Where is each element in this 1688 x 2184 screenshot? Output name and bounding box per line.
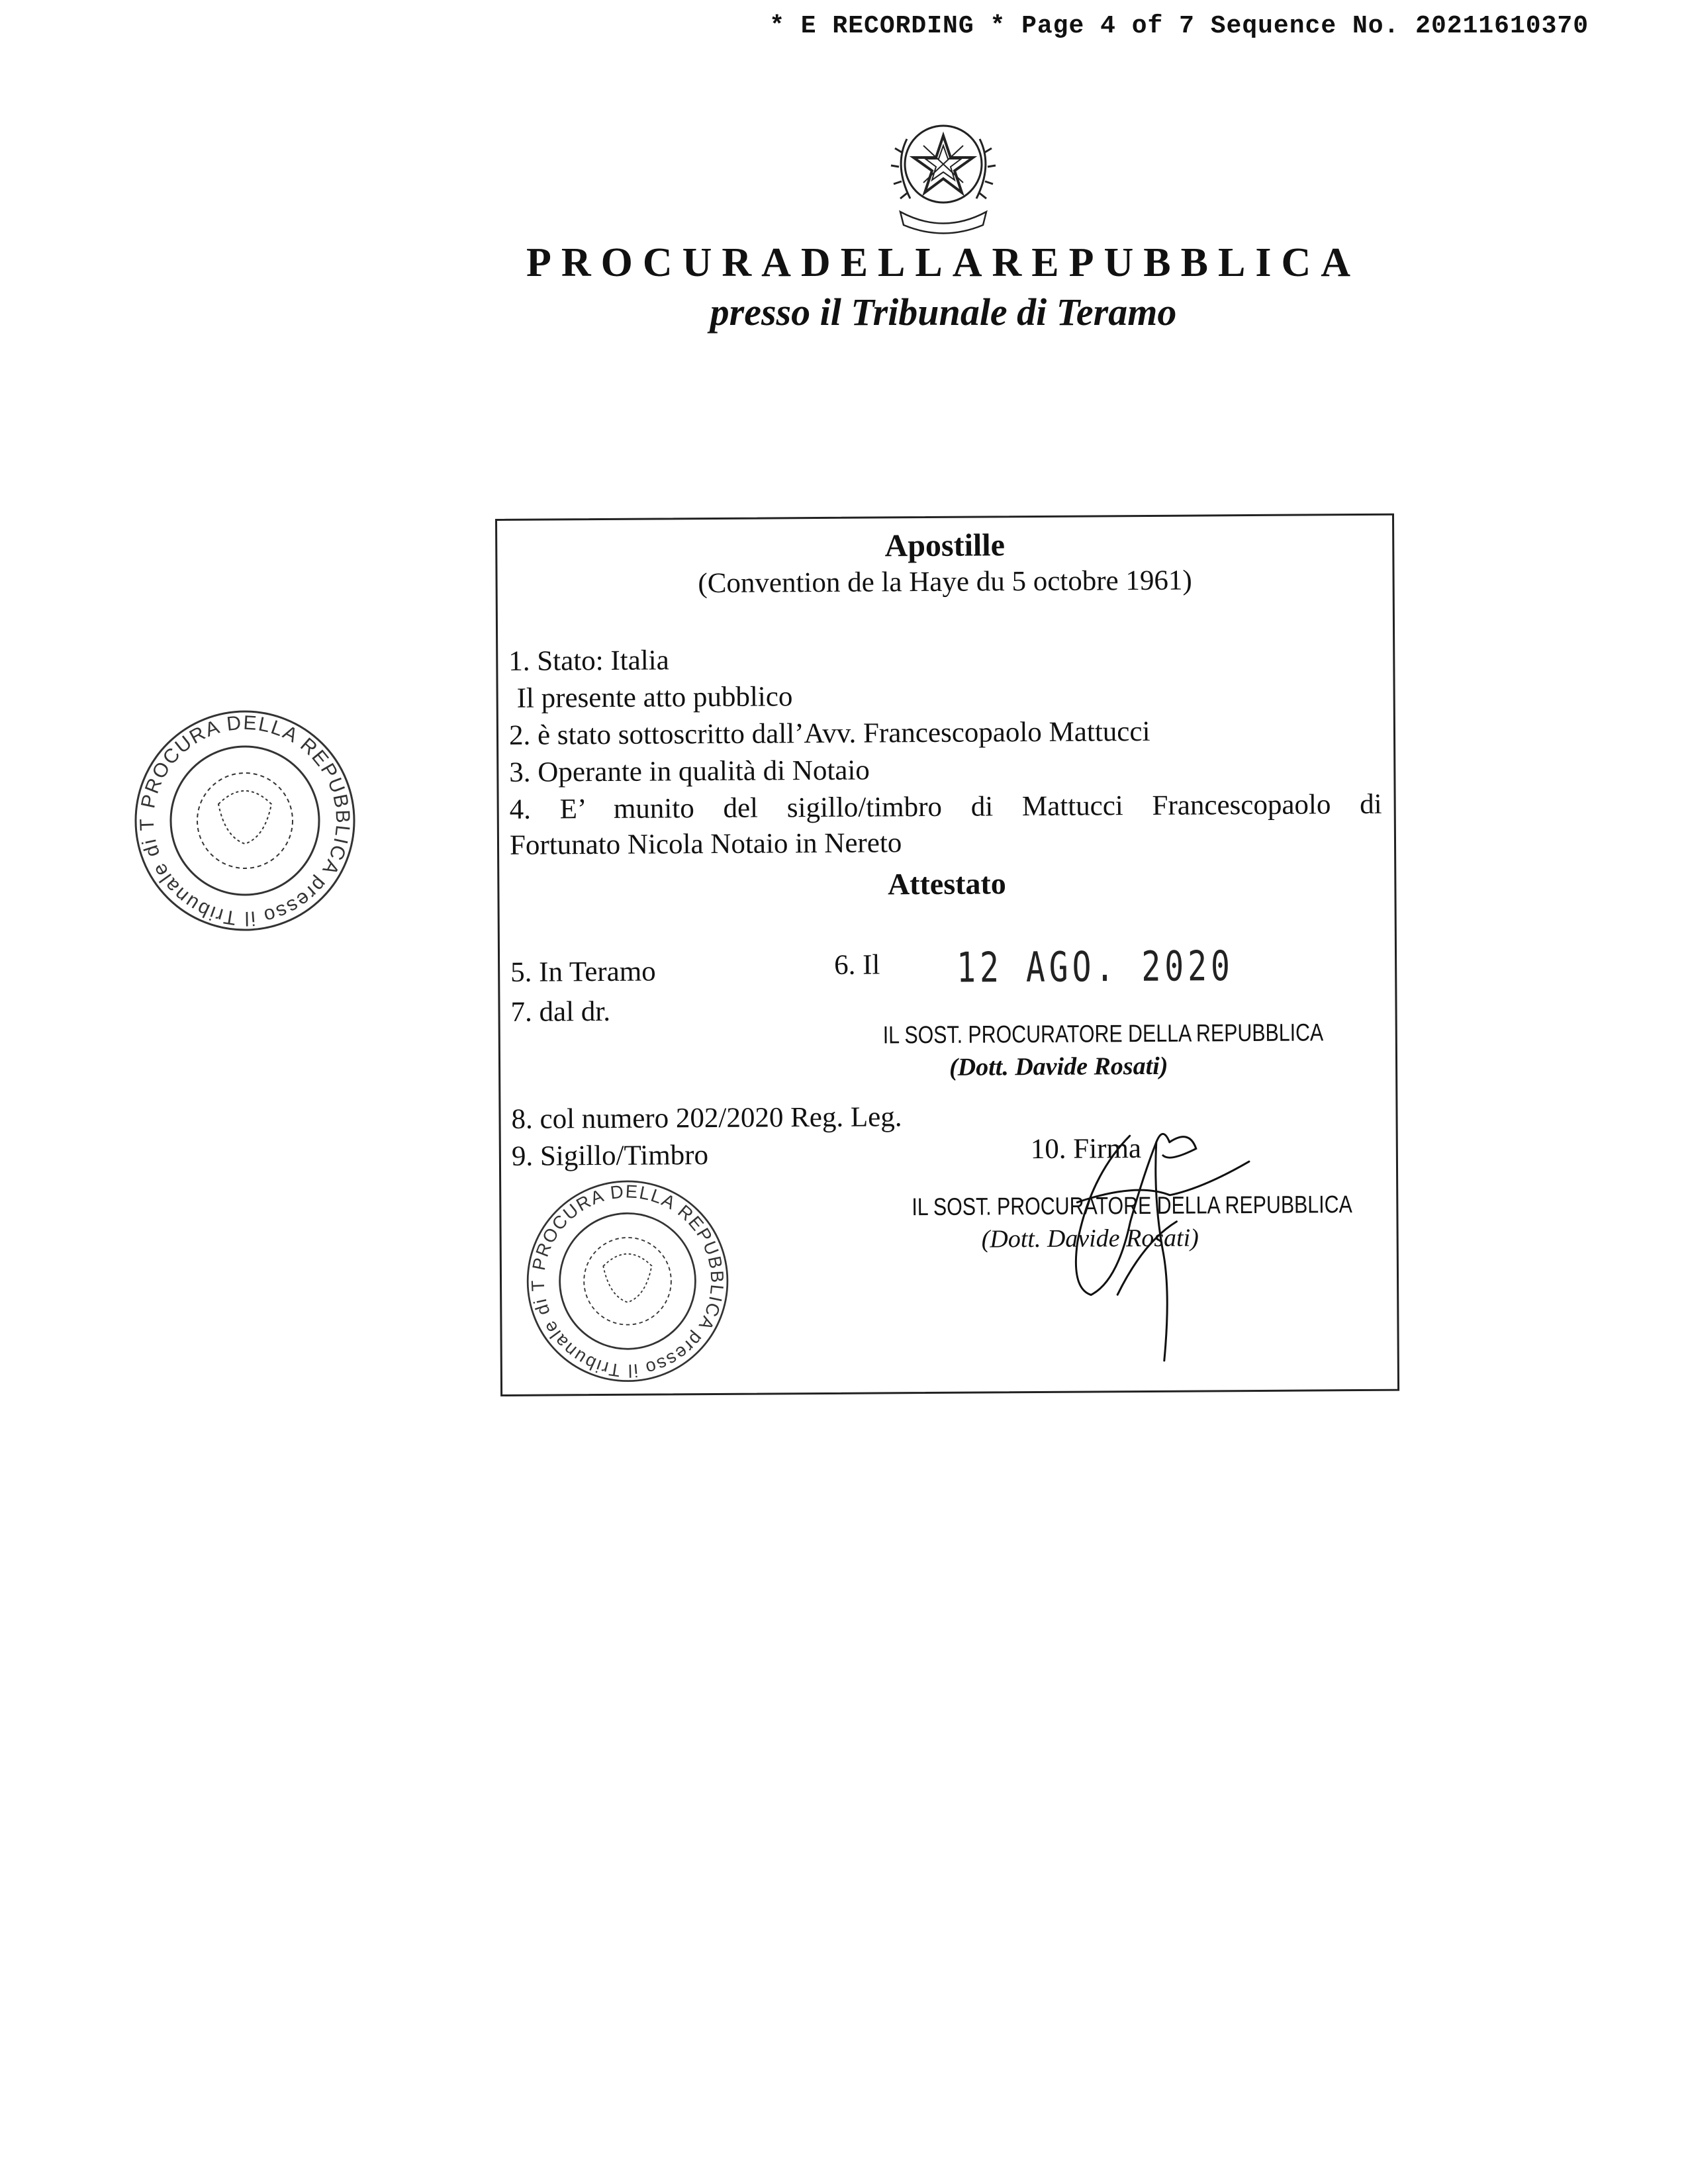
item-date-label: 6. Il	[833, 949, 880, 981]
signature-stamp-name: (Dott. Davide Rosati)	[981, 1224, 1199, 1253]
item-signature-label: 10. Firma	[1030, 1133, 1142, 1165]
item-sottoscritto: 2. è stato sottoscritto dall’Avv. Francescopaolo Mattucci	[508, 715, 1150, 751]
apostille-title: Apostille	[884, 527, 1006, 564]
apostille-box	[495, 514, 1399, 1396]
item-by: 7. dal dr.	[510, 995, 611, 1028]
attestato-heading: Attestato	[887, 866, 1006, 901]
prosecutor-stamp-title: IL SOST. PROCURATORE DELLA REPUBBLICA	[882, 1019, 1324, 1049]
item-operante: 3. Operante in qualità di Notaio	[509, 754, 870, 788]
official-round-seal-icon	[129, 705, 361, 936]
item-place: 5. In Teramo	[510, 956, 656, 988]
item-presente: Il presente atto pubblico	[516, 681, 793, 714]
item-number: 8. col numero 202/2020 Reg. Leg.	[511, 1101, 902, 1135]
svg-text:PROCURA DELLA REPUBBLICA press: PROCURA DELLA REPUBBLICA presso il Tribunale di TERAMO	[527, 1181, 728, 1382]
item-seal-label: 9. Sigillo/Timbro	[511, 1140, 709, 1172]
item-stato: 1. Stato: Italia	[508, 645, 669, 677]
item-munito-line-2: Fortunato Nicola Notaio in Nereto	[509, 827, 902, 861]
svg-text:PROCURA DELLA REPUBBLICA press: PROCURA DELLA REPUBBLICA presso il Tribunale di T	[136, 711, 354, 930]
recording-header: * E RECORDING * Page 4 of 7 Sequence No. 20211610370	[769, 12, 1589, 40]
prosecutor-stamp-name: (Dott. Davide Rosati)	[949, 1052, 1168, 1081]
official-round-seal-icon	[521, 1175, 734, 1388]
apostille-subtitle: (Convention de la Haye du 5 octobre 1961)	[698, 565, 1192, 600]
handwritten-signature-icon	[1037, 1122, 1264, 1375]
signature-stamp-title: IL SOST. PROCURATORE DELLA REPUBBLICA	[912, 1191, 1352, 1221]
date-stamp: 12 AGO. 2020	[956, 942, 1235, 993]
italian-republic-emblem-icon	[887, 106, 1000, 238]
item-munito-line-1: 4. E’ munito del sigillo/timbro di Mattucci Francescopaolo di	[509, 788, 1382, 825]
office-subtitle: presso il Tribunale di Teramo	[710, 291, 1177, 334]
office-title: PROCURADELLAREPUBBLICA	[526, 240, 1361, 285]
